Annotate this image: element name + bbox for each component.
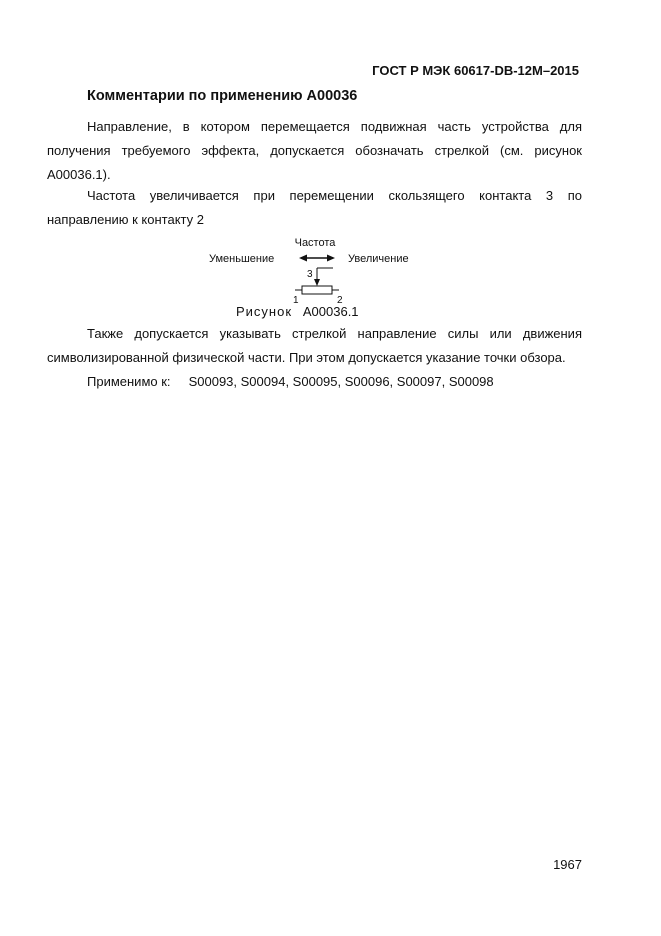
resistor-icon xyxy=(295,286,339,294)
potentiometer-diagram xyxy=(205,234,430,306)
paragraph-1: Направление, в котором перемещается подвижная часть устройства для получения требуемого эффекта, допускается обозначать стрелкой (см. рисунок А00036.1). xyxy=(47,119,582,182)
figure-a00036-1 xyxy=(205,234,430,306)
contact-3-label: 3 xyxy=(307,269,313,280)
wiper-arrow-icon xyxy=(314,268,333,286)
applies-to xyxy=(87,374,494,389)
page-number: 1967 xyxy=(553,857,582,872)
applies-to-label: Применимо к: xyxy=(87,374,171,389)
figure-label-increase: Увеличение xyxy=(348,253,409,265)
figure-label-frequency: Частота xyxy=(294,237,336,249)
figure-caption-word: Рисунок xyxy=(236,304,293,319)
applies-to-codes: S00093, S00094, S00095, S00096, S00097, S00098 xyxy=(188,374,494,389)
contact-1-label: 1 xyxy=(293,295,299,306)
figure-caption xyxy=(236,304,359,319)
paragraph-2: Частота увеличивается при перемещении скользящего контакта 3 по направлению к контакту 2 xyxy=(47,188,582,227)
double-arrow-icon xyxy=(299,255,335,262)
paragraph-3: Также допускается указывать стрелкой направление силы или движения символизированной физической части. При этом допускается указание точки обзора. xyxy=(47,326,582,365)
section-title: Комментарии по применению А00036 xyxy=(87,88,358,104)
figure-caption-id: А00036.1 xyxy=(302,304,359,319)
document-header: ГОСТ Р МЭК 60617-DB-12M–2015 xyxy=(372,63,579,78)
contact-2-label: 2 xyxy=(337,295,343,306)
figure-label-decrease: Уменьшение xyxy=(209,253,275,265)
